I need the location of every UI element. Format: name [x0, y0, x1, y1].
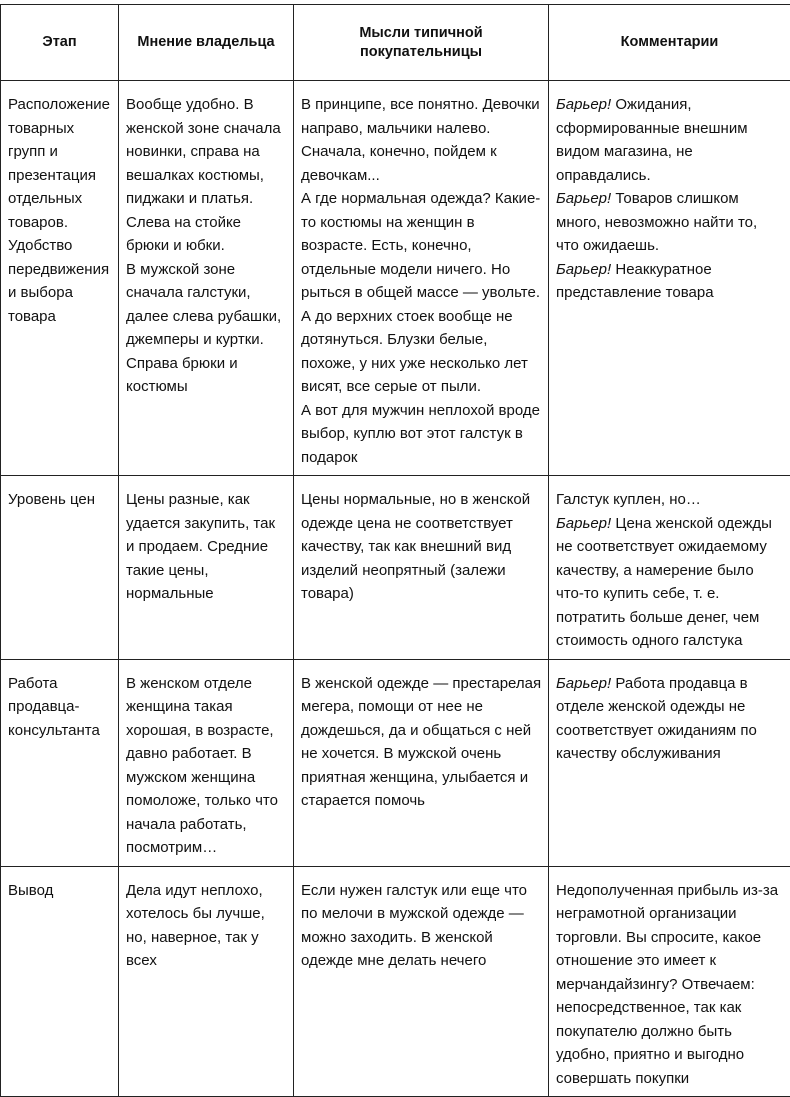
buyer-text: В женской одежде — престарелая мегера, помощи от нее не дождешься, да и общаться с ней не хочется. В мужской очень приятная женщина, улыбается и старается помочь	[301, 672, 542, 813]
table-row	[1, 866, 790, 1097]
comment-paragraph	[556, 187, 784, 258]
owner-text: Цены разные, как удается закупить, так и продаем. Средние такие цены, нормальные	[126, 488, 287, 606]
table-row	[1, 476, 790, 660]
owner-text: В женском отделе женщина такая хорошая, в возрасте, давно работает. В мужском женщина помоложе, только что начала работать, посмотрим…	[126, 672, 287, 860]
owner-cell	[119, 81, 294, 476]
comments-cell	[549, 866, 790, 1097]
comment-text: Работа продавца в отделе женской одежды не соответствует ожиданиям по качеству обслуживания	[556, 675, 757, 763]
buyer-cell	[294, 659, 549, 866]
comment-text: Недополученная прибыль из-за неграмотной организации торговли. Вы спросите, какое отношение это имеет к мерчандайзингу? Отвечаем: непосредственное, так как покупателю должно быть удобно, приятно и выгодно совершать покупки	[556, 882, 778, 1087]
owner-text: Вообще удобно. В женской зоне сначала новинки, справа на вешалках костюмы, пиджаки и платья. Слева на стойке брюки и юбки.	[126, 93, 287, 258]
owner-cell	[119, 866, 294, 1097]
comparison-table	[0, 4, 790, 1097]
header-owner-opinion: Мнение владельца	[119, 5, 294, 81]
barrier-label: Барьер!	[556, 261, 611, 278]
comment-paragraph	[556, 258, 784, 305]
barrier-label: Барьер!	[556, 96, 611, 113]
header-row	[1, 5, 790, 81]
owner-cell	[119, 476, 294, 660]
buyer-cell	[294, 81, 549, 476]
comment-text: Галстук куплен, но…	[556, 491, 701, 508]
header-buyer-thoughts: Мысли типичной покупательницы	[294, 5, 549, 81]
buyer-cell	[294, 476, 549, 660]
comments-cell	[549, 81, 790, 476]
stage-text: Уровень цен	[8, 488, 112, 512]
stage-cell	[1, 659, 119, 866]
header-stage: Этап	[1, 5, 119, 81]
comment-paragraph	[556, 93, 784, 187]
comment-text: Неаккуратное представление товара	[556, 261, 714, 302]
stage-text: Работа продавца-консультанта	[8, 672, 112, 743]
stage-text: Вывод	[8, 879, 112, 903]
header-comments: Комментарии	[549, 5, 790, 81]
buyer-text: Если нужен галстук или еще что по мелочи в мужской одежде — можно заходить. В женской одежде мне делать нечего	[301, 879, 542, 973]
comments-cell	[549, 659, 790, 866]
owner-text: В мужской зоне сначала галстуки, далее слева рубашки, джемперы и куртки. Справа брюки и костюмы	[126, 258, 287, 399]
table-row	[1, 81, 790, 476]
comment-paragraph	[556, 488, 784, 512]
comment-text: Товаров слишком много, невозможно найти то, что ожидаешь.	[556, 190, 757, 254]
stage-cell	[1, 81, 119, 476]
barrier-label: Барьер!	[556, 675, 611, 692]
comment-paragraph	[556, 512, 784, 653]
buyer-text: А где нормальная одежда? Какие-то костюмы на женщин в возрасте. Есть, конечно, отдельные модели ничего. Но рыться в общей массе — увольте. А до верхних стоек вообще не дотянуться. Блузки белые, похоже, у них уже несколько лет висят, все серые от пыли.	[301, 187, 542, 399]
buyer-text: А вот для мужчин неплохой вроде выбор, куплю вот этот галстук в подарок	[301, 399, 542, 470]
comment-paragraph	[556, 672, 784, 766]
buyer-text: Цены нормальные, но в женской одежде цена не соответствует качеству, так как внешний вид изделий неопрятный (залежи товара)	[301, 488, 542, 606]
comment-text: Ожидания, сформированные внешним видом магазина, не оправдались.	[556, 96, 748, 184]
barrier-label: Барьер!	[556, 515, 611, 532]
buyer-cell	[294, 866, 549, 1097]
comments-cell	[549, 476, 790, 660]
barrier-label: Барьер!	[556, 190, 611, 207]
owner-text: Дела идут неплохо, хотелось бы лучше, но, наверное, так у всех	[126, 879, 287, 973]
stage-text: Расположение товарных групп и презентация отдельных товаров. Удобство передвижения и выбора товара	[8, 93, 112, 328]
stage-cell	[1, 476, 119, 660]
buyer-text: В принципе, все понятно. Девочки направо, мальчики налево. Сначала, конечно, пойдем к девочкам...	[301, 93, 542, 187]
comment-paragraph	[556, 879, 784, 1091]
comment-text: Цена женской одежды не соответствует ожидаемому качеству, а намерение было что-то купить себе, т. е. потратить больше денег, чем стоимость одного галстука	[556, 515, 772, 650]
table-row	[1, 659, 790, 866]
stage-cell	[1, 866, 119, 1097]
owner-cell	[119, 659, 294, 866]
